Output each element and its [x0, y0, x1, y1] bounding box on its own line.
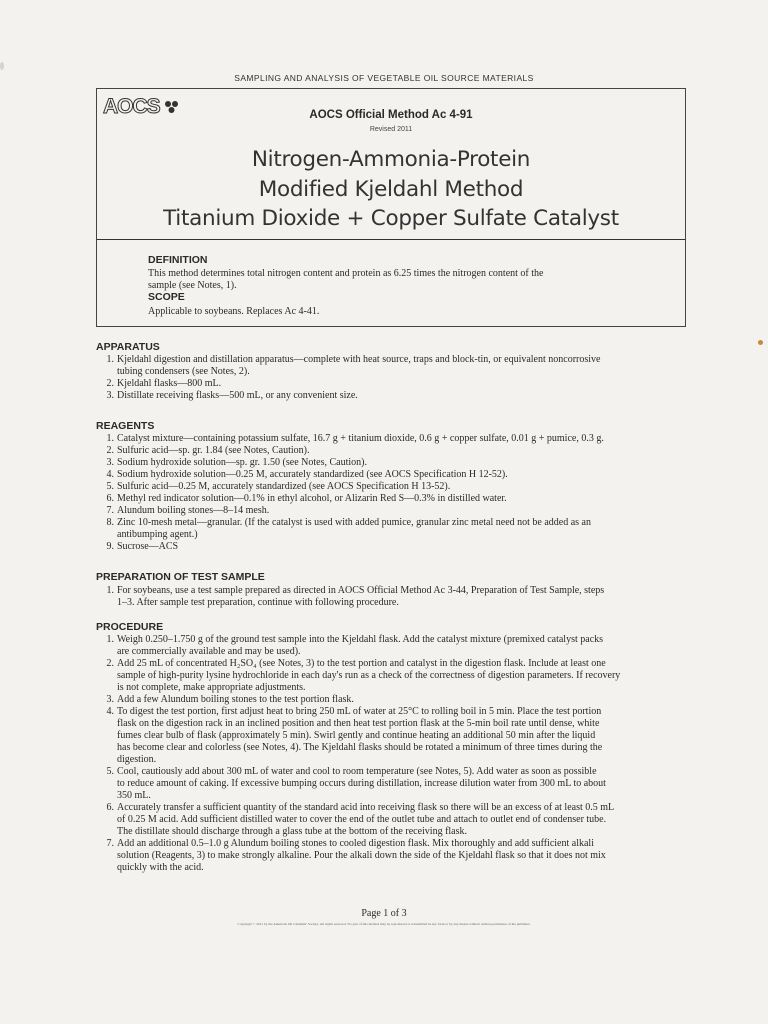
reagents-item-number: 9. [106, 541, 114, 552]
title-box [96, 88, 686, 240]
method-number: AOCS Official Method Ac 4-91 [309, 109, 473, 121]
procedure-item-number: 5. [106, 766, 114, 777]
procedure-heading: PROCEDURE [96, 621, 164, 633]
procedure-item-number: 3. [106, 694, 114, 705]
definition-line-1: This method determines total nitrogen content and protein as 6.25 times the nitrogen content of the [148, 268, 544, 279]
reagents-item-line: Zinc 10-mesh metal—granular. (If the catalyst is used with added pumice, granular zinc metal need not be added as an [117, 517, 591, 528]
running-head: SAMPLING AND ANALYSIS OF VEGETABLE OIL SOURCE MATERIALS [234, 73, 534, 83]
reagents-item-number: 8. [106, 517, 114, 528]
reagents-item-line: Sucrose—ACS [117, 541, 179, 552]
apparatus-heading: APPARATUS [96, 341, 160, 353]
procedure-item-line: digestion. [117, 754, 157, 765]
reagents-item-line: Methyl red indicator solution—0.1% in ethyl alcohol, or Alizarin Red S—0.3% in distilled water. [117, 493, 507, 504]
reagents-item-number: 6. [106, 493, 114, 504]
preparation-heading: PREPARATION OF TEST SAMPLE [96, 571, 265, 583]
reagents-item-line: antibumping agent.) [117, 529, 198, 540]
procedure-item-line: fumes clear bulb of flask (approximately 5 min). Swirl gently and continue heating an additional 50 min after the liquid [117, 730, 596, 741]
apparatus-item-line: Kjeldahl digestion and distillation apparatus—complete with heat source, traps and block-tin, or equivalent noncorrosive [117, 354, 601, 365]
procedure-item-number: 1. [106, 634, 114, 645]
definition-line-2: sample (see Notes, 1). [148, 280, 237, 291]
apparatus-item-number: 3. [106, 390, 114, 401]
apparatus-item-line: Kjeldahl flasks—800 mL. [117, 378, 222, 389]
procedure-item-line: Add a few Alundum boiling stones to the test portion flask. [117, 694, 354, 705]
reagents-item-number: 5. [106, 481, 114, 492]
title-line-2: Modified Kjeldahl Method [258, 177, 524, 202]
reagents-item-number: 2. [106, 445, 114, 456]
scope-text: Applicable to soybeans. Replaces Ac 4-41. [148, 306, 320, 317]
reagents-item-number: 1. [106, 433, 114, 444]
reagents-item-line: Sulfuric acid—0.25 M, accurately standardized (see AOCS Specification H 13-52). [117, 481, 451, 492]
procedure-item-line: Accurately transfer a sufficient quantity of the standard acid into receiving flask so there will be an excess of at least 0.5 mL [117, 802, 615, 813]
apparatus-item-number: 1. [106, 354, 114, 365]
scope-heading: SCOPE [148, 291, 185, 303]
reagents-item-number: 4. [106, 469, 114, 480]
reagents-item-number: 7. [106, 505, 114, 516]
preparation-item-line: 1–3. After sample test preparation, continue with following procedure. [117, 597, 399, 608]
apparatus-item-line: tubing condensers (see Notes, 2). [117, 366, 250, 377]
reagents-item-number: 3. [106, 457, 114, 468]
procedure-item-line: flask on the digestion rack in an inclined position and then heat test portion flask at the 5-min boil rate until dense, white [117, 718, 600, 729]
procedure-item-line: of 0.25 M acid. Add sufficient distilled water to cover the end of the outlet tube and attach to outlet end of condenser tube. [117, 814, 607, 825]
apparatus-item-line: Distillate receiving flasks—500 mL, or any convenient size. [117, 390, 358, 401]
procedure-item-line: 350 mL. [117, 790, 151, 801]
apparatus-item-number: 2. [106, 378, 114, 389]
preparation-item-line: For soybeans, use a test sample prepared as directed in AOCS Official Method Ac 3-44, Preparation of Test Sample, steps [117, 585, 605, 596]
title-line-1: Nitrogen-Ammonia-Protein [251, 147, 531, 172]
procedure-item-line: Cool, cautiously add about 300 mL of water and cool to room temperature (see Notes, 5). Add water as soon as possible [117, 766, 597, 777]
procedure-item-line: quickly with the acid. [117, 862, 204, 873]
procedure-item-number: 7. [106, 838, 114, 849]
definition-heading: DEFINITION [148, 254, 208, 266]
procedure-item-line: is not complete, make appropriate adjustments. [117, 682, 306, 693]
reagents-item-line: Sodium hydroxide solution—sp. gr. 1.50 (see Notes, Caution). [117, 457, 367, 468]
procedure-item-line: has become clear and colorless (see Notes, 4). The Kjeldahl flasks should be rotated a minimum of three times during the [117, 742, 603, 753]
paper-speck [758, 340, 763, 345]
procedure-item-number: 4. [106, 706, 114, 717]
copyright-notice: Copyright © 2011 by the American Oil Chemists' Society. All rights reserved. No part of this method may be reproduced or transmitted in any form or by any means without written permission of the publisher. [237, 922, 531, 926]
procedure-item-line: Add 25 mL of concentrated H₂SO₄ (see Notes, 3) to the test portion and catalyst in the digestion flask. Include at least one [117, 658, 606, 669]
procedure-item-line: sample of high-purity lysine hydrochloride in each day's run as a check of the correctness of digestion parameters. If recovery [117, 670, 621, 681]
procedure-item-line: To digest the test portion, first adjust heat to bring 250 mL of water at 25°C to rolling boil in 5 min. Place the test portion [117, 706, 602, 717]
reagents-heading: REAGENTS [96, 420, 155, 432]
procedure-item-line: are commercially available and may be used). [117, 646, 301, 657]
procedure-item-line: Add an additional 0.5–1.0 g Alundum boiling stones to cooled digestion flask. Mix thoroughly and add sufficient alkali [117, 838, 594, 849]
revised-date: Revised 2011 [369, 126, 413, 133]
logo-text: AOCS [103, 95, 160, 118]
reagents-item-line: Sulfuric acid—sp. gr. 1.84 (see Notes, Caution). [117, 445, 310, 456]
page-number: Page 1 of 3 [361, 908, 407, 919]
procedure-item-number: 2. [106, 658, 114, 669]
procedure-item-line: Weigh 0.250–1.750 g of the ground test sample into the Kjeldahl flask. Add the catalyst mixture (premixed catalyst packs [117, 634, 604, 645]
preparation-item-number: 1. [106, 585, 114, 596]
reagents-item-line: Alundum boiling stones—8–14 mesh. [117, 505, 270, 516]
procedure-item-line: The distillate should discharge through a glass tube at the bottom of the receiving flask. [117, 826, 468, 837]
title-line-3: Titanium Dioxide + Copper Sulfate Catalyst [163, 206, 619, 231]
paper-speck [0, 62, 4, 70]
procedure-item-line: to reduce amount of caking. If excessive bumping occurs during distillation, increase dilution water from 300 mL to about [117, 778, 606, 789]
reagents-item-line: Sodium hydroxide solution—0.25 M, accurately standardized (see AOCS Specification H 12-52). [117, 469, 508, 480]
reagents-item-line: Catalyst mixture—containing potassium sulfate, 16.7 g + titanium dioxide, 0.6 g + copper sulfate, 0.01 g + pumice, 0.3 g. [117, 433, 604, 444]
procedure-item-number: 6. [106, 802, 114, 813]
procedure-item-line: solution (Reagents, 3) to make strongly alkaline. Pour the alkali down the side of the Kjeldahl flask so that it does not mix [117, 850, 606, 861]
